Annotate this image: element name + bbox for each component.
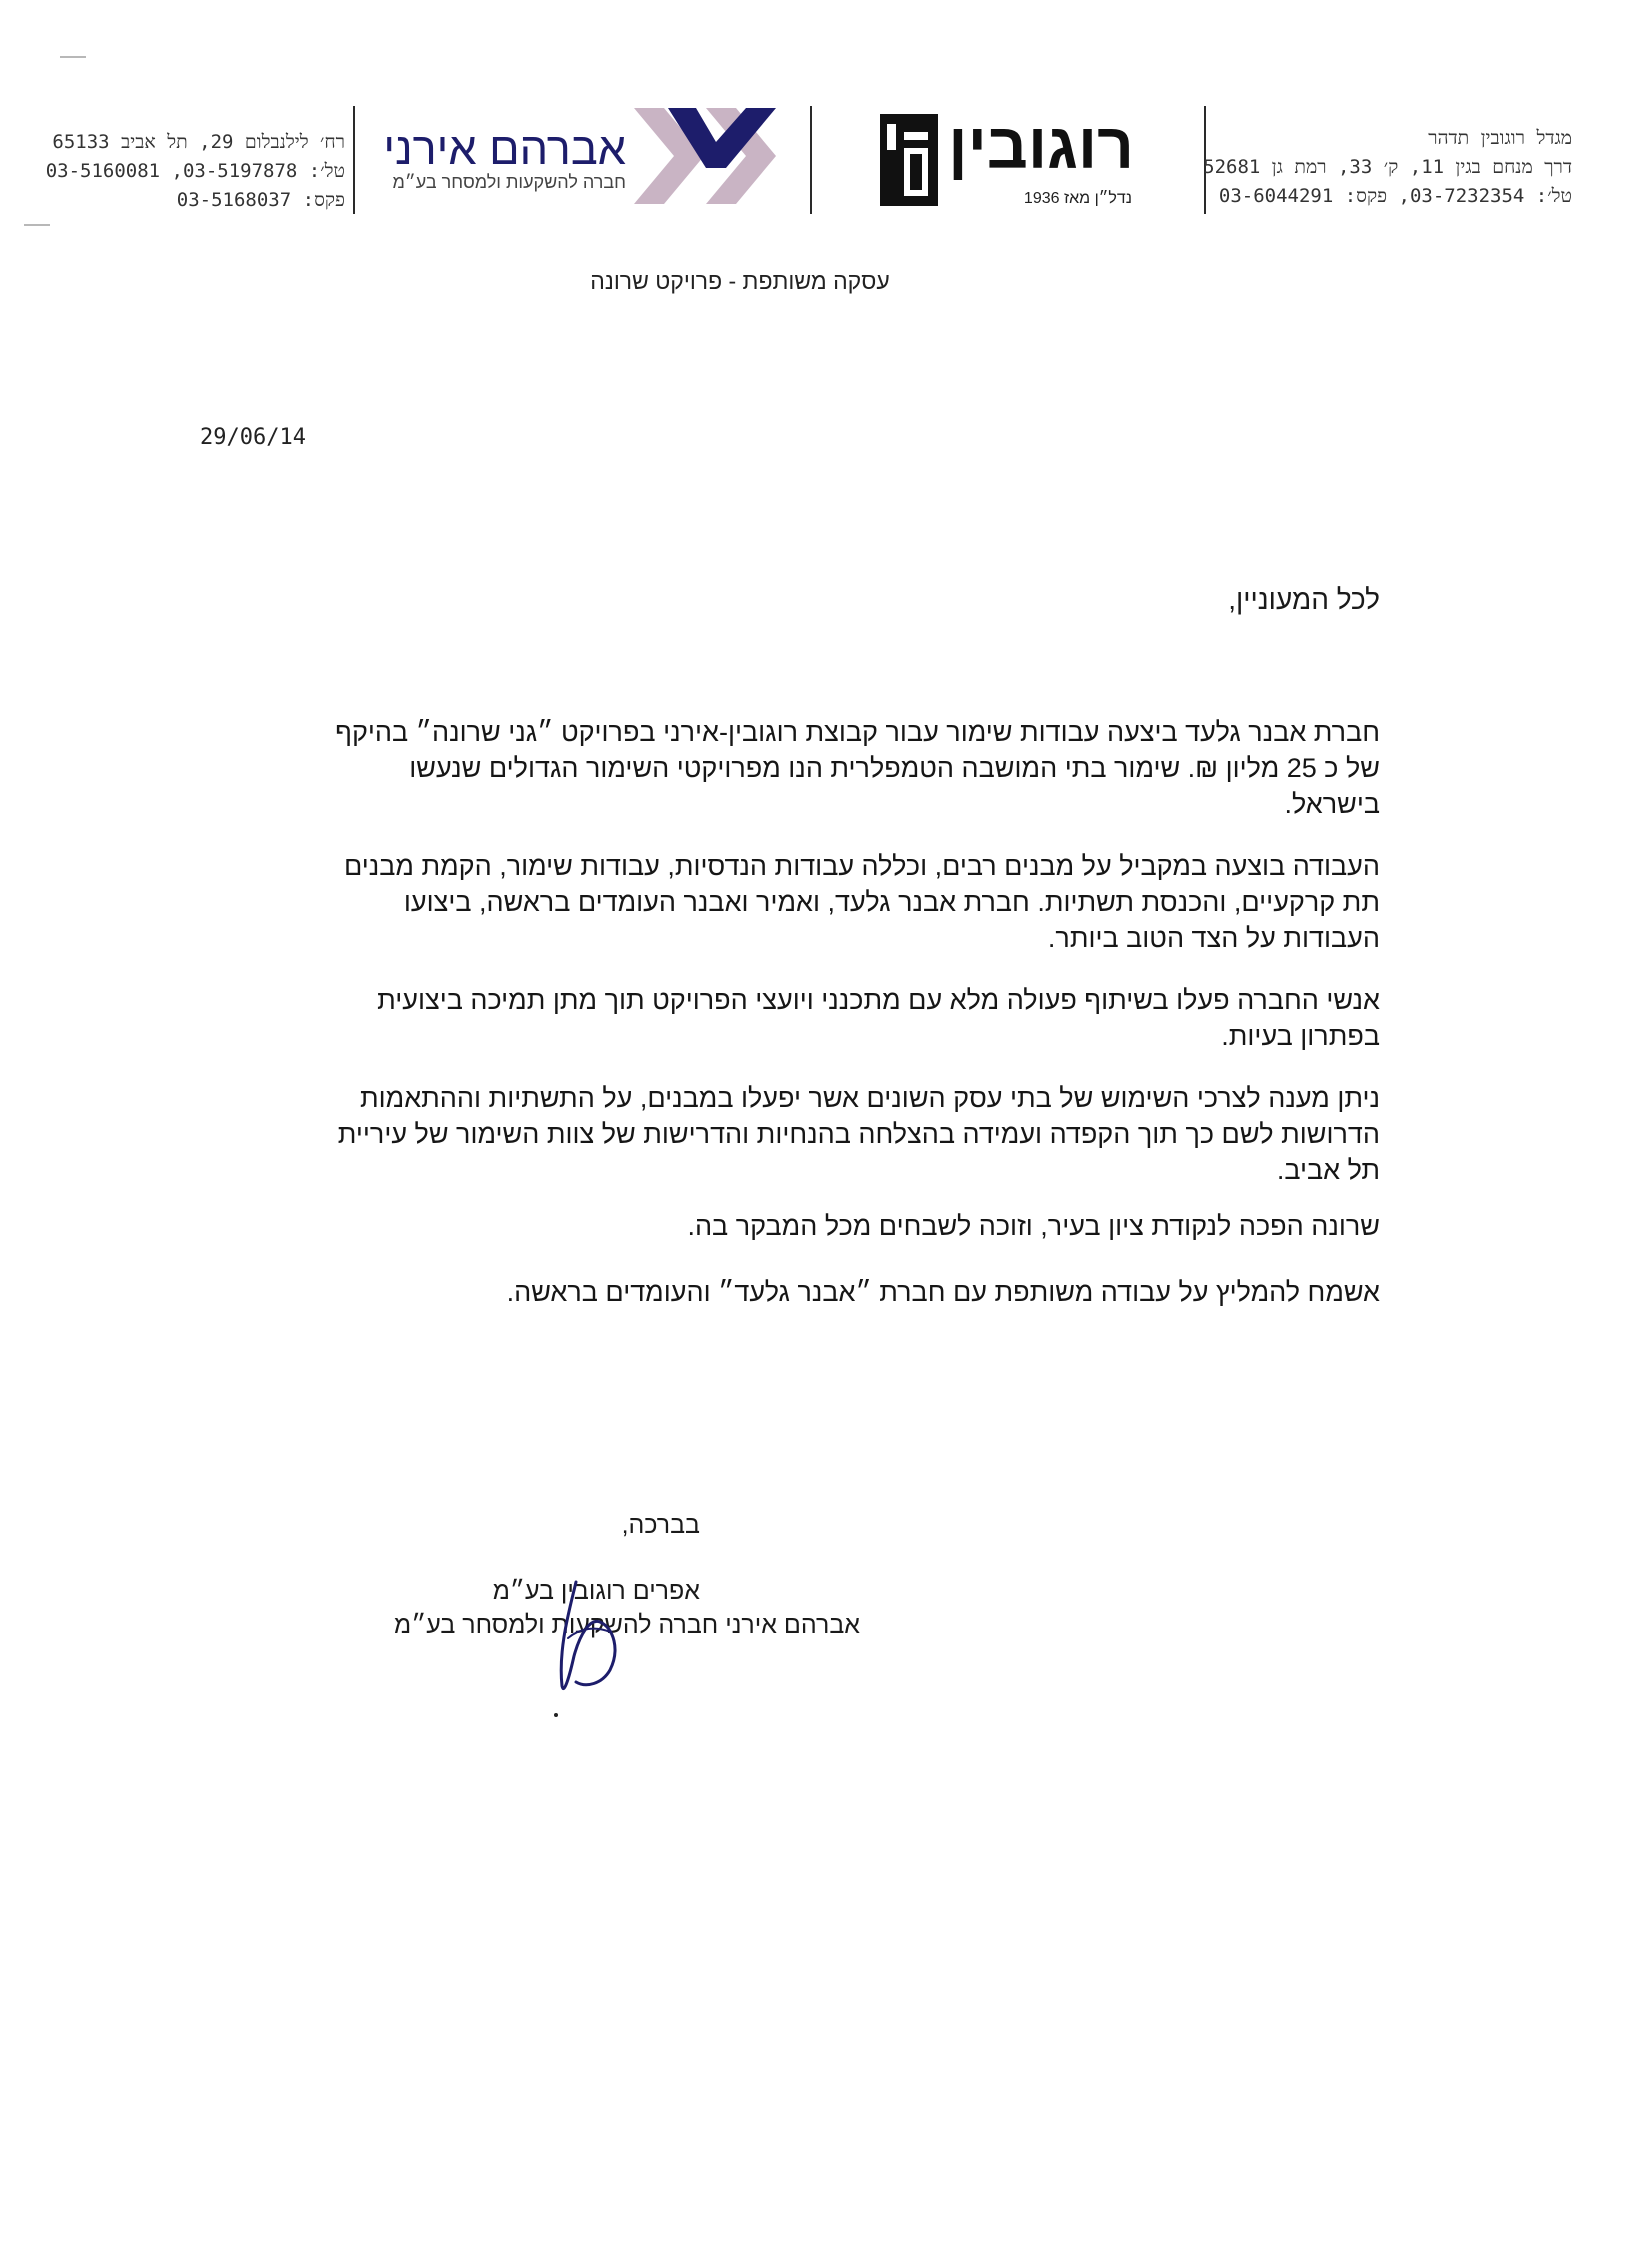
rogovin-contact-block — [1203, 124, 1572, 211]
paragraph-line: תת קרקעיים, והכנסת תשתיות. חברת אבנר גלעד, ואמיר ואבנר העומדים בראשה, ביצועו — [403, 887, 1380, 917]
irani-fax: פקס: 03-5168037 — [176, 189, 345, 211]
letter-closing: בברכה, — [621, 1511, 700, 1539]
irani-phone: טל׳: 03-5197878, 03-5160081 — [45, 160, 345, 182]
rogovin-building: מגדל רוגובין תדהר — [1428, 127, 1572, 149]
paragraph-line: בישראל. — [1284, 789, 1380, 819]
header-divider-1 — [353, 106, 355, 214]
paragraph-line: חברת אבנר גלעד ביצעה עבודות שימור עבור קבוצת רוגובין-אירני בפרויקט ״גני שרונה״ בהיקף — [335, 717, 1380, 747]
irani-company-name: אברהם אירני — [383, 123, 626, 174]
irani-company-subtitle: חברה להשקעות ולמסחר בע״מ — [392, 172, 626, 192]
irani-address: רח׳ לילנבלום 29, תל אביב 65133 — [52, 131, 345, 153]
paragraph-line: שרונה הפכה לנקודת ציון בעיר, וזוכה לשבחים מכל המבקר בה. — [687, 1211, 1380, 1241]
handwritten-signature — [540, 1578, 630, 1698]
paragraph-5 — [230, 1208, 1380, 1244]
scan-mark-bottom — [24, 224, 50, 226]
paragraph-line: העבודה בוצעה במקביל על מבנים רבים, וכללה עבודות הנדסיות, עבודות שימור, הקמת מבנים — [343, 851, 1380, 881]
letter-subject: עסקה משותפת - פרויקט שרונה — [590, 268, 890, 294]
paragraph-line: אשמח להמליץ על עבודה משותפת עם חברת ״אבנר גלעד״ והעומדים בראשה. — [506, 1277, 1380, 1307]
paragraph-4 — [230, 1080, 1380, 1188]
paragraph-line: תל אביב. — [1276, 1155, 1380, 1185]
rogovin-company-subtitle: נדל״ן מאז 1936 — [1023, 190, 1132, 207]
paragraph-1 — [230, 714, 1380, 822]
paragraph-line: ניתן מענה לצרכי השימוש של בתי עסק השונים אשר יפעלו במבנים, על התשתיות וההתאמות — [359, 1083, 1380, 1113]
signer-irani: אברהם אירני חברה להשקעות ולמסחר בע״מ — [394, 1611, 860, 1639]
rogovin-phone-fax: טל׳: 03-7232354, פקס: 03-6044291 — [1218, 185, 1572, 207]
rogovin-company-name: רוגובין — [948, 110, 1134, 182]
letter-date: 29/06/14 — [200, 425, 306, 450]
letter-greeting: לכל המעוניין, — [1228, 584, 1380, 615]
paragraph-line: של כ 25 מליון ₪. שימור בתי המושבה הטמפלרית הנו מפרויקטי השימור הגדולים שנעשו — [409, 753, 1380, 783]
paragraph-3 — [230, 982, 1380, 1054]
paragraph-line: בפתרון בעיות. — [1221, 1021, 1380, 1051]
paragraph-line: העבודות על הצד הטוב ביותר. — [1047, 923, 1380, 953]
header-divider-2 — [810, 106, 812, 214]
rogovin-building-logo-icon — [880, 114, 938, 206]
rogovin-address: דרך מנחם בגין 11, ק׳ 33, רמת גן 52681 — [1203, 156, 1572, 178]
scan-mark-top — [60, 56, 86, 58]
paragraph-line: הדרושות לשם כך תוך הקפדה ועמידה בהצלחה בהנחיות והדרישות של צוות השימור של עיריית — [337, 1119, 1380, 1149]
irani-x-logo-icon — [634, 108, 776, 204]
paragraph-line: אנשי החברה פעלו בשיתוף פעולה מלא עם מתכנני ויועצי הפרויקט תוך מתן תמיכה ביצועית — [377, 985, 1380, 1015]
ink-dot — [554, 1713, 558, 1717]
paragraph-2 — [230, 848, 1380, 956]
irani-contact-block — [0, 128, 345, 215]
signer-rogovin: אפרים רוגובין בע״מ — [492, 1577, 700, 1605]
paragraph-6 — [230, 1274, 1380, 1310]
